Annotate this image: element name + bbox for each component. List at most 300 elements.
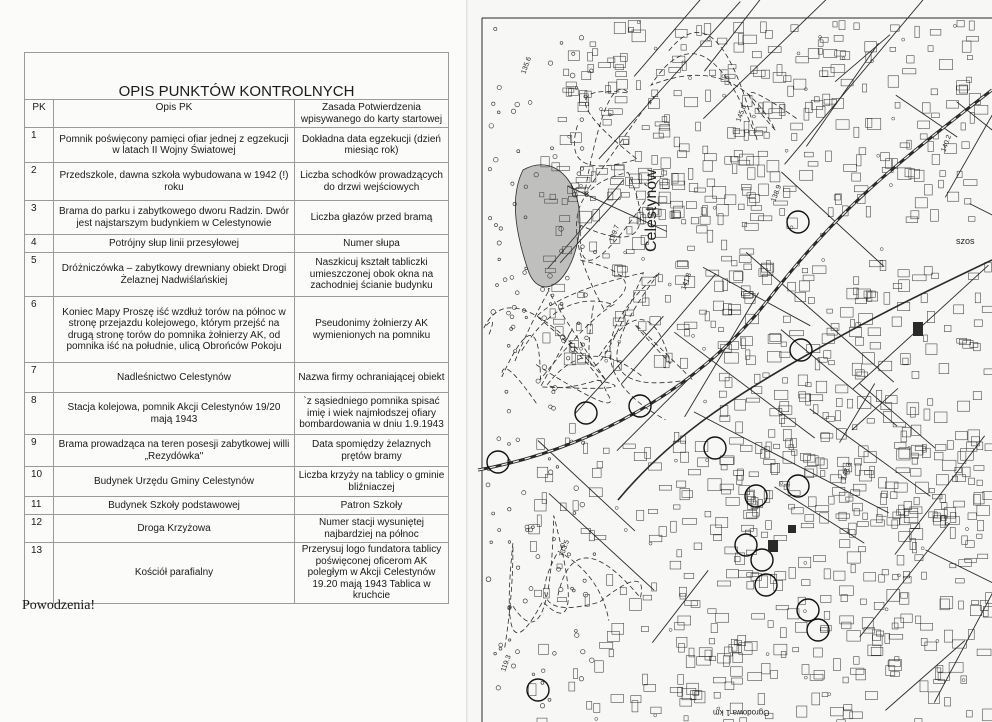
map-building	[742, 188, 751, 196]
map-forest-symbol	[580, 502, 585, 507]
map-building	[770, 671, 777, 679]
map-building	[840, 586, 854, 595]
map-building	[642, 126, 649, 130]
map-forest-symbol	[494, 157, 499, 162]
map-building	[915, 555, 923, 561]
map-forest-symbol	[766, 653, 769, 656]
map-building	[901, 593, 908, 598]
map-building	[642, 626, 649, 631]
map-forest-symbol	[553, 155, 557, 159]
map-building	[746, 398, 759, 402]
map-building	[958, 401, 970, 411]
map-building	[590, 42, 596, 46]
map-building	[920, 681, 928, 692]
map-building	[918, 121, 930, 128]
map-building	[836, 411, 841, 421]
map-building	[590, 242, 597, 251]
map-building	[812, 266, 826, 273]
map-building	[943, 460, 957, 470]
map-building	[594, 535, 606, 539]
map-building	[689, 183, 698, 191]
map-building	[959, 560, 972, 567]
map-building	[673, 181, 685, 190]
map-building	[932, 273, 939, 279]
map-building	[867, 118, 881, 129]
map-building	[858, 547, 865, 552]
map-building	[725, 378, 732, 388]
map-building	[670, 561, 681, 569]
contour-value-label: 145.6	[735, 104, 749, 123]
map-building	[968, 513, 976, 520]
map-building	[681, 45, 686, 50]
cell-pk: 1	[25, 128, 54, 163]
map-building	[678, 675, 684, 685]
map-forest-symbol	[508, 541, 511, 544]
map-building	[539, 644, 549, 654]
map-building	[912, 371, 919, 378]
map-building	[608, 58, 615, 63]
map-building	[956, 579, 965, 584]
map-building	[643, 674, 648, 685]
map-building	[879, 575, 885, 582]
map-building	[829, 361, 835, 365]
map-building	[762, 70, 770, 78]
map-building	[620, 54, 627, 62]
map-control-point-circle	[527, 679, 549, 701]
map-building	[967, 56, 972, 60]
map-building	[801, 523, 814, 527]
map-building	[682, 688, 696, 700]
map-building	[854, 509, 860, 515]
map-building	[820, 459, 827, 469]
map-building	[738, 570, 752, 577]
map-building	[696, 122, 701, 131]
map-building	[910, 469, 921, 476]
map-building	[537, 467, 548, 477]
map-building	[893, 283, 902, 288]
map-building	[899, 505, 905, 515]
map-forest-symbol	[494, 652, 497, 655]
map-building	[941, 597, 953, 609]
map-building	[870, 342, 880, 349]
map-building	[603, 119, 611, 125]
map-building	[899, 280, 910, 292]
map-forest-symbol	[523, 599, 527, 603]
map-building	[691, 601, 700, 608]
map-building	[587, 702, 592, 710]
map-building	[879, 361, 892, 371]
map-building	[783, 378, 788, 383]
map-building	[966, 37, 978, 42]
map-building	[763, 102, 772, 114]
map-building	[784, 76, 792, 82]
map-building	[707, 179, 715, 187]
map-street	[810, 409, 931, 496]
map-building	[870, 466, 875, 478]
cell-pk: 3	[25, 201, 54, 235]
map-building	[768, 621, 773, 628]
map-forest-symbol	[713, 206, 716, 209]
map-building	[844, 705, 852, 710]
map-contour	[536, 273, 643, 403]
map-building	[603, 448, 609, 453]
map-building	[717, 205, 729, 216]
map-building	[986, 593, 992, 604]
map-building	[733, 164, 737, 174]
map-building	[660, 124, 670, 130]
map-forest-symbol	[551, 147, 554, 150]
map-building	[814, 97, 819, 102]
map-building	[834, 659, 841, 671]
map-building	[881, 153, 890, 161]
map-building	[877, 631, 884, 636]
cell-confirmation: Naszkicuj kształt tabliczki umieszczonej obok okna na zachodniej ścianie budynku	[295, 253, 449, 297]
cell-pk: 8	[25, 393, 54, 435]
cell-pk: 10	[25, 467, 54, 497]
cell-confirmation: Nazwa firmy ochraniającej obiekt	[295, 363, 449, 393]
map-forest-symbol	[822, 259, 825, 262]
map-forest-symbol	[515, 102, 520, 107]
map-building	[683, 518, 697, 524]
map-forest-symbol	[573, 512, 576, 515]
cell-pk: 11	[25, 497, 54, 515]
map-building	[962, 142, 969, 149]
map-building	[983, 709, 992, 721]
map-building	[780, 401, 789, 411]
map-building	[905, 169, 914, 177]
cell-description: Droga Krzyżowa	[54, 515, 295, 543]
map-forest-symbol	[495, 224, 498, 227]
map-building	[914, 497, 919, 505]
map-building	[700, 216, 710, 224]
cell-pk: 12	[25, 515, 54, 543]
table-row	[25, 515, 449, 543]
map-building	[852, 173, 861, 181]
map-building	[607, 575, 613, 586]
map-building	[711, 321, 715, 327]
map-building	[864, 573, 876, 581]
map-corner-label: szos	[956, 236, 975, 246]
map-building	[855, 370, 864, 379]
map-forest-symbol	[595, 717, 598, 720]
cell-pk: 5	[25, 253, 54, 297]
cell-description: Brama prowadząca na teren posesji zabytkowej willi „Rezydówka"	[54, 435, 295, 467]
map-building	[766, 261, 770, 271]
map-building	[896, 468, 910, 473]
map-building	[920, 623, 932, 630]
map-building	[620, 588, 626, 595]
map-forest-symbol	[529, 587, 533, 591]
map-building	[816, 106, 825, 117]
cell-description: Stacja kolejowa, pomnik Akcji Celestynów 19/20 mają 1943	[54, 393, 295, 435]
map-forest-symbol	[674, 459, 677, 462]
map-forest-symbol	[548, 61, 552, 65]
map-building	[612, 623, 624, 634]
map-building	[856, 337, 864, 345]
map-building	[860, 599, 866, 604]
map-building	[771, 463, 780, 472]
map-control-point-circle	[575, 402, 597, 424]
map-building	[670, 688, 682, 693]
map-building	[701, 208, 706, 215]
map-forest-symbol	[507, 311, 511, 315]
map-forest-symbol	[492, 512, 495, 515]
map-main-road	[618, 260, 992, 500]
map-forest-symbol	[522, 491, 526, 495]
map-street	[896, 95, 958, 137]
map-building	[906, 217, 918, 223]
map-building	[915, 719, 922, 722]
map-building	[694, 543, 702, 550]
map-forest-symbol	[486, 483, 490, 487]
map-building	[854, 23, 859, 30]
map-building	[671, 521, 677, 532]
map-forest-symbol	[668, 283, 671, 286]
map-street	[835, 35, 890, 82]
map-building	[824, 351, 831, 359]
map-building	[901, 354, 911, 365]
map-page	[468, 0, 992, 722]
map-forest-symbol	[877, 154, 880, 157]
town-map	[468, 0, 992, 722]
map-forest-symbol	[579, 184, 582, 187]
map-building	[697, 657, 711, 666]
map-building	[907, 403, 919, 415]
map-building	[936, 475, 948, 485]
map-building	[747, 581, 754, 589]
map-building	[851, 490, 860, 495]
cell-description: Potrójny słup linii przesyłowej	[54, 235, 295, 253]
map-building	[985, 444, 992, 451]
map-building	[783, 316, 790, 322]
map-forest-symbol	[556, 466, 559, 469]
map-building	[722, 256, 732, 261]
map-building	[620, 136, 629, 144]
map-building	[695, 442, 708, 452]
farewell-text: Powodzenia!	[22, 598, 96, 613]
map-forest-symbol	[605, 359, 608, 362]
map-building	[823, 412, 828, 418]
map-building	[721, 465, 727, 470]
map-building	[768, 351, 782, 362]
map-forest-symbol	[486, 577, 491, 582]
map-forest-symbol	[551, 294, 554, 297]
map-forest-symbol	[532, 673, 535, 676]
map-building	[615, 65, 624, 70]
map-building	[529, 684, 536, 696]
map-control-point-circle	[487, 451, 509, 473]
map-building	[816, 381, 827, 393]
map-contour	[651, 32, 797, 140]
map-forest-symbol	[615, 506, 618, 509]
map-building	[764, 132, 769, 138]
map-forest-symbol	[582, 441, 585, 444]
map-building	[705, 312, 709, 321]
map-building	[543, 588, 549, 598]
map-building	[892, 520, 898, 528]
map-forest-symbol	[510, 315, 514, 319]
map-forest-symbol	[541, 287, 545, 291]
map-building	[718, 654, 731, 664]
map-building	[928, 142, 933, 152]
map-building	[928, 399, 933, 405]
map-forest-symbol	[516, 438, 520, 442]
map-building	[932, 113, 940, 118]
map-building	[808, 497, 816, 507]
map-building	[982, 306, 992, 312]
map-street	[674, 332, 814, 438]
map-street	[781, 172, 884, 267]
control-points-table	[24, 52, 449, 604]
map-building	[844, 165, 857, 172]
map-building	[830, 475, 841, 483]
map-control-point-circle	[807, 619, 829, 641]
map-contour	[545, 551, 642, 620]
map-building	[722, 490, 731, 494]
map-building	[900, 517, 909, 524]
cell-confirmation: `z sąsiedniego pomnika spisać imię i wiek najmłodszej ofiary bombardowania w dniu 1.9.1943	[295, 393, 449, 435]
map-building	[713, 677, 726, 683]
map-building	[677, 324, 689, 329]
map-building	[627, 227, 632, 235]
map-street	[895, 436, 985, 555]
map-building	[768, 430, 775, 437]
map-forest-symbol	[548, 458, 550, 460]
map-building	[935, 445, 946, 451]
map-building	[706, 90, 711, 101]
map-building	[912, 445, 923, 455]
map-building	[921, 294, 927, 303]
cell-confirmation: Przerysuj logo fundatora tablicy poświęconej oficerom AK poległym w Akcji Celestynów 19.20 mają 1943 Tablica w kruchcie	[295, 543, 449, 604]
cell-confirmation: Pseudonimy żołnierzy AK wymienionych na pomniku	[295, 297, 449, 363]
contour-value-label: 139.7	[608, 224, 622, 243]
map-control-point-circle	[787, 475, 809, 497]
map-building	[740, 445, 752, 451]
map-building	[796, 622, 808, 632]
map-building	[939, 180, 944, 188]
map-building	[922, 103, 930, 113]
contour-value-label: 119.3	[500, 654, 513, 673]
map-building	[552, 284, 565, 291]
map-forest-symbol	[505, 390, 508, 393]
map-building	[930, 29, 941, 35]
map-building	[961, 123, 965, 130]
map-building	[947, 441, 953, 450]
map-building	[911, 425, 921, 435]
map-building	[916, 616, 921, 624]
map-building	[564, 69, 569, 76]
table-row	[25, 497, 449, 515]
map-building	[799, 392, 806, 398]
map-building	[584, 443, 588, 453]
map-building	[913, 275, 927, 281]
map-building	[603, 254, 609, 258]
map-building	[688, 469, 700, 475]
map-building	[951, 512, 956, 522]
map-building	[673, 174, 678, 184]
map-forest-symbol	[707, 38, 710, 41]
map-building	[677, 550, 682, 557]
map-building	[675, 29, 687, 37]
map-building	[841, 308, 854, 318]
map-building	[882, 491, 888, 498]
cell-description: Kościół parafialny	[54, 543, 295, 604]
map-building	[707, 230, 713, 242]
map-building	[684, 322, 697, 328]
map-building	[635, 152, 641, 162]
map-building	[889, 634, 903, 639]
map-building	[573, 669, 577, 679]
map-building	[826, 151, 832, 161]
map-building	[714, 535, 722, 541]
map-building	[839, 21, 845, 30]
map-building	[545, 474, 552, 481]
map-building	[977, 480, 982, 486]
map-building	[899, 448, 910, 458]
map-building	[800, 170, 813, 180]
map-forest-symbol	[580, 118, 584, 122]
map-building	[798, 375, 807, 385]
map-building	[743, 35, 757, 43]
map-building	[841, 595, 847, 602]
cell-description: Przedszkole, dawna szkoła wybudowana w 1942 (!) roku	[54, 163, 295, 201]
map-building	[933, 513, 940, 522]
map-building	[732, 261, 737, 266]
map-building	[978, 520, 984, 530]
map-building	[684, 716, 688, 721]
map-building	[695, 692, 705, 703]
map-building	[709, 639, 715, 644]
map-building	[851, 564, 855, 573]
map-building	[718, 38, 727, 44]
map-building	[814, 648, 823, 657]
map-contour	[484, 288, 606, 380]
map-building	[725, 353, 739, 363]
map-building	[663, 180, 670, 189]
map-forest-symbol	[649, 542, 652, 545]
map-building	[928, 46, 933, 52]
map-building	[862, 84, 866, 92]
map-forest-symbol	[902, 38, 905, 41]
map-building	[814, 556, 826, 562]
map-forest-symbol	[514, 350, 517, 353]
map-building	[868, 292, 878, 301]
map-building	[731, 667, 743, 676]
map-building	[729, 271, 742, 283]
map-street	[860, 523, 950, 637]
map-building	[764, 491, 772, 499]
table-row	[25, 235, 449, 253]
map-building	[557, 598, 566, 602]
map-building	[914, 170, 924, 181]
map-building	[671, 201, 683, 208]
map-building	[729, 310, 741, 314]
cell-pk: 13	[25, 543, 54, 604]
map-building	[857, 289, 871, 298]
map-building	[616, 72, 627, 77]
map-building	[632, 30, 645, 42]
map-building	[739, 256, 751, 263]
header-pk: PK	[25, 100, 54, 128]
map-building	[804, 152, 813, 157]
map-street	[704, 0, 810, 71]
map-building	[680, 452, 688, 462]
map-building	[931, 210, 939, 222]
map-building	[722, 240, 727, 250]
map-building	[711, 624, 717, 633]
map-building	[594, 704, 600, 713]
cell-pk: 4	[25, 235, 54, 253]
